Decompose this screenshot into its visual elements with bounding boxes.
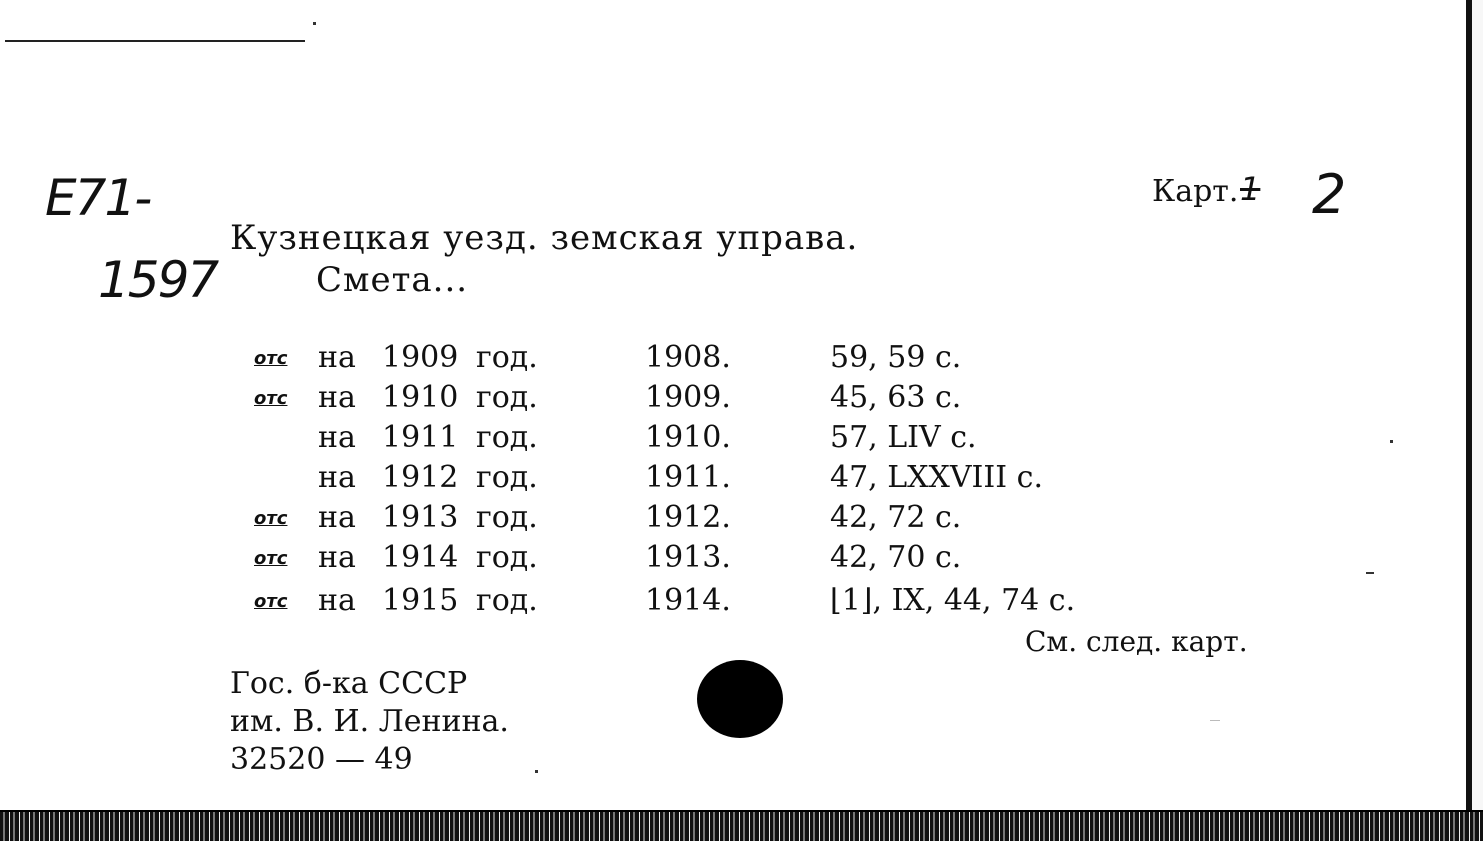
entry-pages: 47, LXXVIII с. [830,460,1043,495]
library-name: Гос. б-ка СССР [230,666,468,701]
entry-pages: 59, 59 с. [830,340,962,375]
entry-year: 1909 [382,340,459,375]
record-title: Кузнецкая уезд. земская управа. [230,218,859,258]
entry-unit: год. [476,420,538,455]
entry-pages: 42, 72 с. [830,500,962,535]
speck [535,770,538,773]
entry-unit: год. [476,540,538,575]
entry-year: 1910 [382,380,459,415]
entry-pages: 45, 63 с. [830,380,962,415]
entry-row [0,340,1300,380]
entry-mark: отс [254,591,288,612]
library-dedication: им. В. И. Ленина. [230,704,509,739]
card-number-crossed: 1 [1240,170,1261,208]
entry-year: 1911 [382,420,459,455]
entry-pub-year: 1908. [645,340,731,375]
entry-pages: 57, LIV с. [830,420,977,455]
card-right-edge [1472,0,1483,841]
record-subtitle: Смета... [316,260,469,300]
entry-pages: ⌊1⌋, IX, 44, 74 с. [830,583,1076,618]
entry-year: 1914 [382,540,459,575]
entry-unit: год. [476,500,538,535]
entry-prefix: на [318,420,356,455]
shelfmark-line1: E71- [45,169,151,227]
entry-unit: год. [476,460,538,495]
entry-row [0,460,1300,500]
entry-unit: год. [476,380,538,415]
speck [1390,440,1393,443]
entry-pub-year: 1912. [645,500,731,535]
entry-mark: отс [254,508,288,529]
entry-prefix: на [318,380,356,415]
entry-mark: отс [254,548,288,569]
scan-bottom-band [0,812,1483,841]
speck [1366,572,1374,574]
entry-year: 1915 [382,583,459,618]
entry-unit: год. [476,340,538,375]
shelfmark-line2: 1597 [98,251,218,309]
entry-mark: отс [254,388,288,409]
entry-prefix: на [318,540,356,575]
entry-pub-year: 1913. [645,540,731,575]
entry-pub-year: 1911. [645,460,731,495]
entry-pub-year: 1914. [645,583,731,618]
card-number-label: Карт. [1152,174,1239,209]
entry-mark: отс [254,348,288,369]
entry-pages: 42, 70 с. [830,540,962,575]
entry-pub-year: 1909. [645,380,731,415]
entry-prefix: на [318,583,356,618]
library-imprint [230,665,509,779]
entry-row [0,540,1300,580]
entry-row [0,500,1300,540]
entry-year: 1912 [382,460,459,495]
top-rule [5,40,305,42]
entry-pub-year: 1910. [645,420,731,455]
entry-row [0,583,1300,623]
entry-prefix: на [318,340,356,375]
card-number-current: 2 [1312,163,1347,226]
entry-row [0,380,1300,420]
speck [313,22,316,25]
speck [1210,720,1220,721]
print-number: 32520 — 49 [230,742,413,777]
entry-unit: год. [476,583,538,618]
see-next-card: См. след. карт. [1025,625,1248,658]
entry-prefix: на [318,460,356,495]
entry-year: 1913 [382,500,459,535]
entry-prefix: на [318,500,356,535]
entry-row [0,420,1300,460]
card-punch-hole [697,660,783,738]
